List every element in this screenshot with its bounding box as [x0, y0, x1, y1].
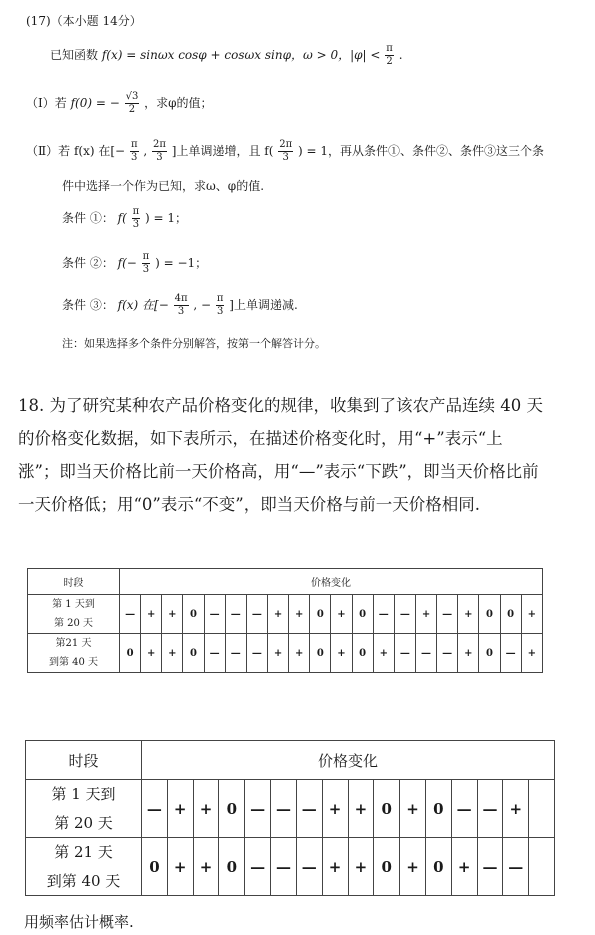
price-change-cell: +	[521, 634, 542, 673]
q17-part1-suffix: ，求φ的值；	[144, 96, 213, 110]
q17-cond3-f: f(x) 在[−	[117, 298, 169, 312]
row-label	[28, 634, 120, 673]
price-change-cell: —	[503, 838, 529, 896]
price-change-cell: —	[225, 634, 246, 673]
q17-cond3-end: ]上单调递减.	[229, 298, 298, 312]
price-change-cell: —	[225, 595, 246, 634]
price-change-cell: —	[271, 780, 297, 838]
price-change-cell: +	[348, 838, 374, 896]
price-change-cell: 0	[219, 780, 245, 838]
q18-line-3: 涨”；即当天价格比前一天价格高，用“—”表示“下跌”，即当天价格比前	[18, 462, 539, 481]
price-change-cell: —	[296, 838, 322, 896]
frac-num: √3	[125, 91, 139, 102]
price-change-cell: —	[373, 595, 394, 634]
price-change-cell: 0	[500, 595, 521, 634]
q18-line-2: 的价格变化数据，如下表所示，在描述价格变化时，用“+”表示“上	[18, 429, 503, 448]
price-change-cell: —	[437, 634, 458, 673]
frac-den: 3	[177, 306, 185, 317]
price-change-cell: 0	[374, 838, 400, 896]
row-label-line: 第 20 天	[53, 618, 94, 629]
q17-given-prefix: 已知函数	[50, 48, 99, 62]
row-label-line: 第 1 天到	[51, 785, 116, 803]
q17-cond3-frac2	[216, 294, 225, 317]
price-change-cell: +	[322, 838, 348, 896]
frac-num: 4π	[174, 293, 188, 304]
price-change-cell: —	[394, 634, 415, 673]
table-row	[28, 595, 543, 634]
price-change-cell: +	[400, 780, 426, 838]
price-change-cell: +	[331, 595, 352, 634]
price-change-cell: —	[246, 634, 267, 673]
price-table-small	[27, 568, 543, 673]
row-label	[26, 780, 142, 838]
row-label-line: 第 21 天	[54, 843, 113, 861]
header-change: 价格变化	[142, 741, 555, 780]
price-change-cell: 0	[425, 838, 451, 896]
q17-cond3	[62, 294, 298, 317]
price-change-cell	[529, 838, 555, 896]
price-change-cell: —	[142, 780, 168, 838]
price-change-cell: +	[162, 634, 183, 673]
price-change-cell: 0	[183, 634, 204, 673]
frac-num: 2π	[153, 139, 166, 150]
frac-num: π	[132, 206, 140, 217]
q17-cond3-mid: , −	[193, 298, 212, 312]
price-change-cell: +	[415, 595, 436, 634]
price-change-cell: 0	[352, 634, 373, 673]
price-change-cell: 0	[425, 780, 451, 838]
row-label	[28, 595, 120, 634]
price-change-cell	[529, 780, 555, 838]
price-change-cell: —	[120, 595, 141, 634]
price-change-cell: 0	[310, 595, 331, 634]
row-label-line: 到第 40 天	[48, 657, 99, 668]
price-change-cell: 0	[479, 634, 500, 673]
price-change-cell: —	[477, 838, 503, 896]
q17-part2-frac1	[130, 140, 139, 163]
price-change-cell: 0	[142, 838, 168, 896]
price-change-cell: +	[458, 634, 479, 673]
price-change-cell: +	[348, 780, 374, 838]
q17-cond2-prefix: 条件 ②：	[62, 256, 114, 270]
price-change-cell: +	[458, 595, 479, 634]
price-change-cell: 0	[374, 780, 400, 838]
price-change-cell: +	[162, 595, 183, 634]
table-row	[26, 780, 555, 838]
header-period: 时段	[26, 741, 142, 780]
price-change-cell: +	[193, 838, 219, 896]
price-change-cell: +	[167, 780, 193, 838]
q18-line-4: 一天价格低；用“0”表示“不变”，即当天价格与前一天价格相同.	[18, 495, 480, 514]
q18-line-1: 18. 为了研究某种农产品价格变化的规律，收集到了该农产品连续 40 天	[18, 396, 543, 415]
row-label-line: 到第 40 天	[46, 871, 121, 890]
q17-given-formula: f(x) = sinωx cosφ + cosωx sinφ，ω > 0，|φ| <	[101, 48, 381, 62]
table-row	[28, 634, 543, 673]
price-change-cell: +	[193, 780, 219, 838]
price-change-cell: +	[289, 634, 310, 673]
q17-cond1	[62, 207, 187, 230]
q17-cond1-frac	[132, 207, 141, 230]
frac-den: 3	[132, 219, 140, 230]
q17-part2-frac2	[152, 140, 167, 163]
q17-part2-frac3	[278, 140, 293, 163]
header-period: 时段	[28, 569, 120, 595]
q17-part2-mid: ]上单调递增，且 f(	[171, 144, 274, 158]
frac-num: π	[386, 43, 393, 54]
price-change-cell: 0	[479, 595, 500, 634]
q17-cond3-frac1	[174, 294, 189, 317]
q17-part1	[26, 92, 213, 115]
price-table-large	[25, 740, 555, 896]
price-change-cell: +	[167, 838, 193, 896]
price-change-cell: +	[400, 838, 426, 896]
price-change-cell: +	[521, 595, 542, 634]
q17-header: (17)（本小题 14分）	[26, 14, 142, 28]
q17-part1-prefix: （Ⅰ）若	[26, 96, 67, 110]
frac-num: π	[130, 139, 138, 150]
q17-given-end: .	[398, 48, 403, 62]
q17-part2-end: ) = 1，再从条件①、条件②、条件③这三个条	[297, 144, 544, 158]
q17-cond2	[62, 252, 207, 275]
price-change-cell: +	[451, 838, 477, 896]
q17-cond2-frac	[142, 252, 151, 275]
price-change-cell: —	[394, 595, 415, 634]
q17-part1-formula: f(0) = −	[70, 96, 120, 110]
table-row	[26, 838, 555, 896]
q17-note: 注：如果选择多个条件分别解答，按第一个解答计分。	[62, 337, 326, 350]
q17-part1-frac	[125, 92, 140, 115]
frac-num: π	[142, 251, 150, 262]
price-change-cell: 0	[120, 634, 141, 673]
q17-cond2-f: f(−	[117, 256, 137, 270]
q17-given	[50, 44, 403, 67]
q17-cond3-prefix: 条件 ③：	[62, 298, 114, 312]
price-change-cell: +	[289, 595, 310, 634]
q17-part2-comma: ,	[143, 144, 148, 158]
price-change-cell: +	[141, 634, 162, 673]
q17-part2-line2: 件中选择一个作为已知，求ω、φ的值.	[62, 179, 265, 193]
price-change-cell: +	[267, 634, 288, 673]
q17-part2	[26, 140, 544, 163]
q17-cond1-prefix: 条件 ①：	[62, 211, 114, 225]
price-change-cell: 0	[219, 838, 245, 896]
price-change-cell: +	[503, 780, 529, 838]
price-change-cell: —	[204, 595, 225, 634]
price-change-cell: 0	[310, 634, 331, 673]
q17-cond1-end: ) = 1；	[145, 211, 188, 225]
price-change-cell: +	[331, 634, 352, 673]
price-change-cell: +	[373, 634, 394, 673]
price-change-cell: +	[267, 595, 288, 634]
q17-cond1-f: f(	[117, 211, 127, 225]
price-change-cell: —	[204, 634, 225, 673]
price-change-cell: —	[451, 780, 477, 838]
footer-text: 用频率估计概率.	[24, 913, 134, 931]
price-change-cell: —	[437, 595, 458, 634]
frac-den: 3	[216, 306, 224, 317]
frac-den: 3	[142, 264, 150, 275]
header-change: 价格变化	[120, 569, 543, 595]
q17-part2-prefix: （Ⅱ）若 f(x) 在[−	[26, 144, 126, 158]
frac-den: 3	[156, 152, 163, 163]
price-change-cell: —	[245, 838, 271, 896]
row-label-line: 第 20 天	[54, 813, 113, 832]
row-label	[26, 838, 142, 896]
price-change-cell: +	[141, 595, 162, 634]
price-change-cell: —	[500, 634, 521, 673]
price-change-cell: —	[246, 595, 267, 634]
price-change-cell: +	[322, 780, 348, 838]
frac-den: 3	[131, 152, 138, 163]
price-change-cell: —	[271, 838, 297, 896]
table-header-row	[28, 569, 543, 595]
frac-num: 2π	[279, 139, 293, 150]
q17-given-frac	[385, 44, 394, 67]
price-change-cell: —	[415, 634, 436, 673]
row-label-line: 第21 天	[55, 638, 92, 649]
price-change-cell: —	[477, 780, 503, 838]
price-change-cell: 0	[352, 595, 373, 634]
price-change-cell: 0	[183, 595, 204, 634]
frac-num: π	[216, 293, 224, 304]
frac-den: 2	[128, 104, 136, 115]
frac-den: 3	[282, 152, 289, 163]
frac-den: 2	[386, 56, 393, 67]
table-header-row	[26, 741, 555, 780]
price-change-cell: —	[245, 780, 271, 838]
price-change-cell: —	[296, 780, 322, 838]
q17-cond2-end: ) = −1；	[155, 256, 208, 270]
row-label-line: 第 1 天到	[52, 599, 95, 610]
